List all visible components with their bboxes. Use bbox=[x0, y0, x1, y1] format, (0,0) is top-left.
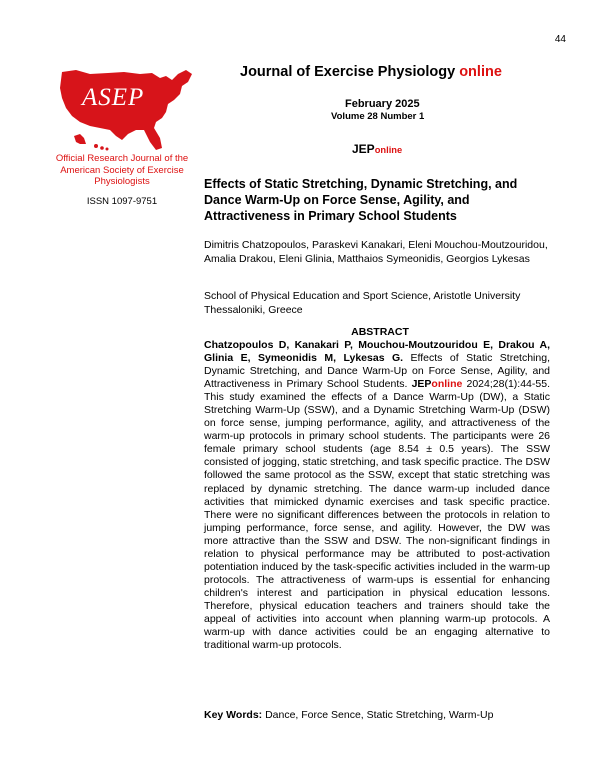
keywords-text: Dance, Force Sence, Static Stretching, Warm-Up bbox=[262, 709, 494, 721]
page-number: 44 bbox=[554, 34, 566, 45]
jep-tag-suffix: online bbox=[374, 145, 403, 155]
side-affiliation-note: Official Research Journal of the American Society of Exercise Physiologists bbox=[55, 153, 189, 187]
logo-text: ASEP bbox=[82, 84, 145, 111]
asep-logo bbox=[56, 64, 196, 152]
issn: ISSN 1097-9751 bbox=[86, 196, 158, 207]
citation-online: online bbox=[431, 378, 463, 391]
journal-title-suffix: online bbox=[459, 64, 502, 80]
issue-date: February 2025 bbox=[345, 98, 420, 110]
journal-title bbox=[240, 64, 502, 80]
abstract-text: This study examined the effects of a Dance Warm-Up (DW), a Static Stretching Warm-Up (SSW), and a Dynamic Stretching Warm-Up (DSW) on force sense, jumping performance, agility, and attractiveness of the warm-up protocols in primary school students. The participants were 26 female primary school students (age 8.54 ± 0.5 years). The SSW consisted of jogging, static stretching, and task specific practice. The DSW followed the same protocol as the SSW, except that static stretching was replaced by dynamic stretching. The dance warm-up included dance activities that mimicked dynamic exercises and task specific practice. There were no significant differences between the protocols in relation to jumping performance, force sense, and agility. However, the DW was more attractive than the SSW and DSW. The non-significant findings in relation to physical performance may be attributed to post-activation potentiation induced by the task-specific activities included in the warm-up protocols. The attractiveness of warm-ups is essential for enhancing children's interest and participation in physical education lessons. Therefore, physical education teachers and trainers should take the appeal of activities into account when planning warm-up protocols. A warm-up with dance activities could be an engaging alternative to traditional warm-up protocols. bbox=[204, 391, 550, 652]
keywords-label: Key Words: bbox=[204, 709, 263, 721]
author-affiliation: School of Physical Education and Sport Science, Aristotle University Thessaloniki, Greece bbox=[204, 290, 521, 316]
citation-title: Effects of Static Stretching, Dynamic Stretching, and Dance Warm-Up on Force Sense, Agility, and Attractiveness in Primary School Students. bbox=[204, 352, 550, 391]
abstract-heading: ABSTRACT bbox=[351, 326, 409, 338]
citation-authors: Chatzopoulos D, Kanakari P, Mouchou-Moutzouridou E, Drakou A, Glinia E, Symeonidis M, Lykesas G. bbox=[204, 339, 550, 365]
author-list: Dimitris Chatzopoulos, Paraskevi Kanakari, Eleni Mouchou-Moutzouridou, Amalia Drakou, Eleni Glinia, Matthaios Symeonidis, Georgios Lykesas bbox=[204, 239, 548, 265]
citation-ref: 2024;28(1):44-55. bbox=[462, 378, 550, 391]
abstract-body bbox=[204, 339, 550, 652]
journal-title-main: Journal of Exercise Physiology bbox=[240, 64, 456, 80]
jep-online-tag bbox=[352, 142, 402, 156]
citation-jep: JEP bbox=[411, 378, 432, 391]
jep-tag-prefix: JEP bbox=[352, 142, 375, 156]
issue-volume: Volume 28 Number 1 bbox=[331, 111, 425, 122]
keywords bbox=[204, 709, 556, 721]
article-title: Effects of Static Stretching, Dynamic Stretching, and Dance Warm-Up on Force Sense, Agility, and Attractiveness in Primary School Students bbox=[204, 177, 518, 223]
